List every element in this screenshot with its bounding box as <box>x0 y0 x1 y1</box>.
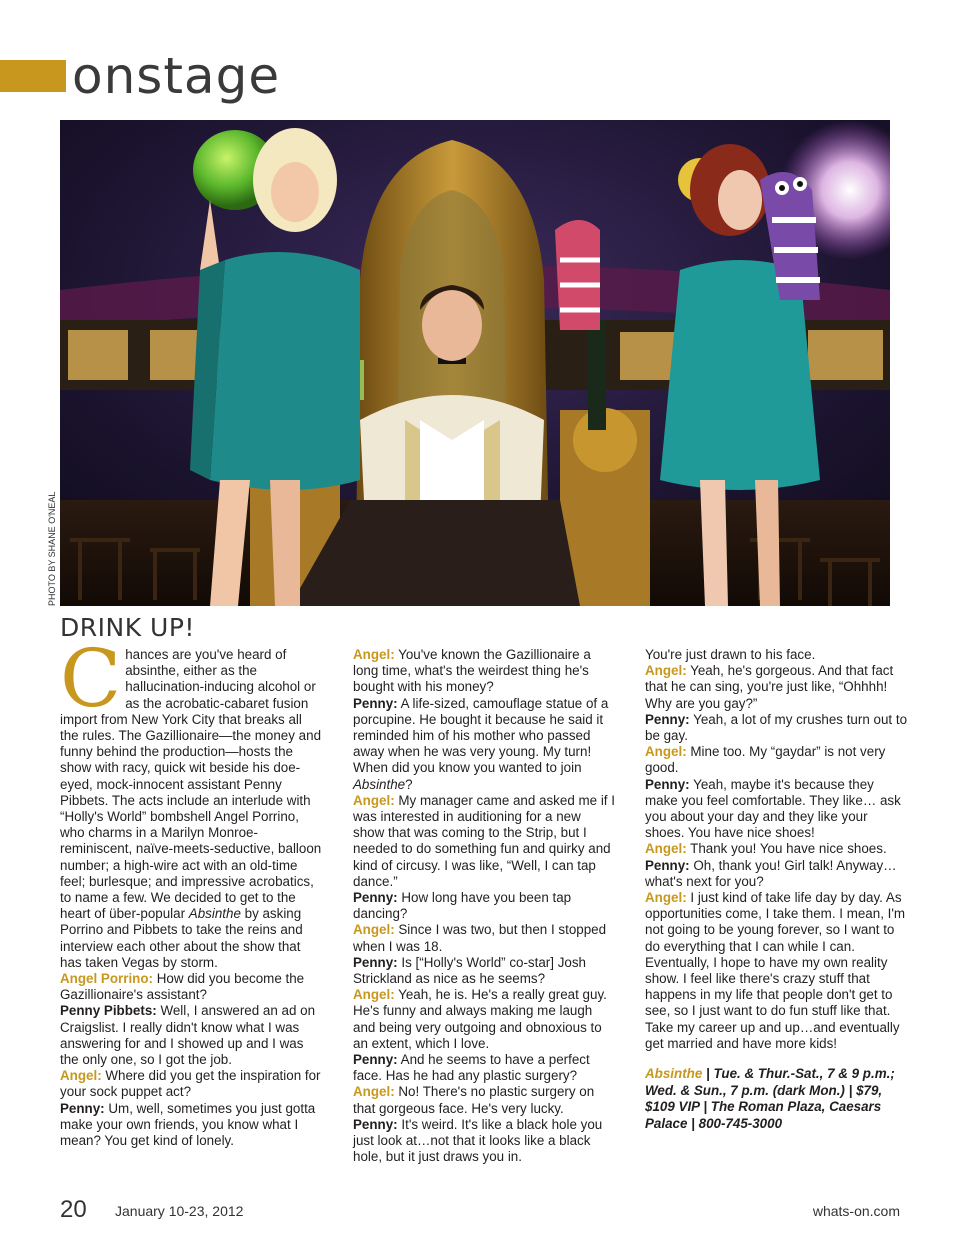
qa-paragraph <box>353 890 615 922</box>
speaker-label: Penny: <box>645 776 690 792</box>
qa-text: Yeah, he's gorgeous. And that fact that he can sing, you're just like, “Ohhhh! Why are you gay?” <box>645 663 894 711</box>
qa-paragraph <box>645 647 907 663</box>
qa-text: Yeah, a lot of my crushes turn out to be gay. <box>645 711 908 744</box>
speaker-label: Angel: <box>645 890 687 906</box>
article-column-3 <box>645 647 907 1132</box>
article-column-2 <box>353 647 615 1166</box>
qa-text: Where did you get the inspiration for your sock puppet act? <box>60 1068 321 1100</box>
qa-text: It's weird. It's like a black hole you just look at…not that it looks like a black hole, but it just draws you in. <box>353 1116 603 1165</box>
intro-text-end: by asking Porrino and Pibbets to take the reins and interview each other about the show that has taken Vegas by storm. <box>60 906 303 970</box>
qa-text: And he seems to have a perfect face. Has he had any plastic surgery? <box>353 1052 590 1084</box>
qa-paragraph <box>60 1003 322 1068</box>
qa-text: Thank you! You have nice shoes. <box>686 841 887 857</box>
page-number: 20 <box>60 1196 87 1223</box>
speaker-label: Angel: <box>353 922 395 938</box>
speaker-label: Penny: <box>353 890 398 906</box>
qa-text: Is [“Holly's World” co-star] Josh Strickland as nice as he seems? <box>353 954 586 987</box>
qa-paragraph <box>353 987 615 1052</box>
drop-cap: C <box>60 632 122 725</box>
article-headline: DRINK UP! <box>60 613 195 642</box>
qa-text: How did you become the Gazillionaire's assistant? <box>60 971 305 1003</box>
speaker-label: Angel: <box>353 647 395 662</box>
intro-show-name: Absinthe <box>188 906 241 922</box>
qa-paragraph <box>353 1117 615 1166</box>
speaker-label: Angel: <box>353 1084 395 1100</box>
speaker-label: Penny: <box>353 1052 398 1068</box>
qa-paragraph <box>353 955 615 987</box>
qa-paragraph <box>645 744 907 776</box>
intro-paragraph <box>60 632 322 971</box>
show-info-details: | Tue. & Thur.-Sat., 7 & 9 p.m.; Wed. & Sun., 7 p.m. (dark Mon.) | $79, $109 VIP | The Roman Plaza, Caesars Palace | 800-745-3000 <box>645 1066 895 1131</box>
section-accent-bar <box>0 60 66 92</box>
show-name: Absinthe <box>353 776 406 792</box>
show-info <box>645 1066 907 1132</box>
qa-text: I just kind of take life day by day. As opportunities come, I take them. I mean, I'm not going to be young forever, so I want to do everything that I can while I can. Eventually, I hope to have my own reality show. I feel like there's crazy stuff that happens in my life that people don't get to see, so I just want to do fun stuff like that. Take my career up and up…and eventually get married and have more kids! <box>645 890 906 1051</box>
qa-paragraph <box>353 922 615 954</box>
speaker-label: Penny: <box>353 1116 398 1132</box>
qa-paragraph <box>60 971 322 1003</box>
issue-date: January 10-23, 2012 <box>115 1203 244 1219</box>
qa-paragraph <box>645 712 907 744</box>
cast-photo <box>60 120 890 606</box>
intro-text: hances are you've heard of absinthe, either as the hallucination-inducing alcohol or as the acrobatic-cabaret fusion import from New York City that breaks all the rules. The Gazillionaire—the money and funny behind the production—hosts the show with racy, quick wit beside his doe-eyed, mock-innocent assistant Penny Pibbets. The acts include an interlude with “Holly's World” bombshell Angel Porrino, who charms in a Marilyn Monroe-reminiscent, naïve-meets-seductive, balloon number; a high-wire act with an old-time feel; burlesque; and impressive acrobatics, to name a few. We decided to get to the heart of über-popular <box>60 647 322 922</box>
qa-paragraph <box>645 890 907 1052</box>
speaker-label: Penny: <box>353 954 398 970</box>
speaker-label: Angel: <box>645 663 687 679</box>
speaker-label: Angel Porrino: <box>60 971 153 987</box>
speaker-label: Angel: <box>353 987 395 1003</box>
qa-paragraph <box>353 793 615 890</box>
qa-text: You're just drawn to his face. <box>645 647 816 662</box>
show-info-title: Absinthe <box>645 1066 703 1082</box>
speaker-label: Angel: <box>645 744 687 760</box>
website-url: whats-on.com <box>812 1203 900 1219</box>
qa-text: Oh, thank you! Girl talk! Anyway… what's next for you? <box>645 857 897 889</box>
speaker-label: Penny: <box>645 711 690 727</box>
article-column-1 <box>60 632 322 1149</box>
qa-text: Mine too. My “gaydar” is not very good. <box>645 744 886 776</box>
speaker-label: Angel: <box>353 792 395 808</box>
qa-text: Yeah, maybe it's because they make you feel comfortable. They like… ask you about your day and they like your shoes. You have nice shoes! <box>645 776 901 841</box>
qa-paragraph <box>60 1101 322 1150</box>
qa-text: Um, well, sometimes you just gotta make your own friends, you know what I mean? You get kind of lonely. <box>60 1100 316 1149</box>
qa-paragraph <box>353 647 615 696</box>
speaker-label: Penny Pibbets: <box>60 1003 157 1019</box>
photo-credit: PHOTO BY SHANE O'NEAL <box>47 491 57 606</box>
qa-paragraph <box>353 696 615 793</box>
qa-paragraph <box>645 777 907 842</box>
qa-text: A life-sized, camouflage statue of a porcupine. He bought it because he said it reminded him of his mother who passed away when he was very young. My turn! When did you know you wanted to join <box>353 695 609 776</box>
speaker-label: Angel: <box>60 1068 102 1084</box>
qa-paragraph <box>353 1052 615 1084</box>
qa-text-end: ? <box>405 776 413 792</box>
qa-paragraph <box>353 1084 615 1116</box>
section-title: onstage <box>72 47 281 105</box>
qa-text: Yeah, he is. He's a really great guy. He's funny and always making me laugh and being very outgoing and obnoxious to an extent, which I love. <box>353 987 607 1051</box>
speaker-label: Penny: <box>60 1100 105 1116</box>
qa-text: My manager came and asked me if I was interested in auditioning for a new show that was coming to the Strip, but I needed to do something fun and quirky and kind of circusy. I was like, “Well, I can tap dance.” <box>353 792 615 889</box>
qa-text: No! There's no plastic surgery on that gorgeous face. He's very lucky. <box>353 1084 595 1116</box>
qa-paragraph <box>645 841 907 857</box>
speaker-label: Angel: <box>645 841 687 857</box>
qa-text: Well, I answered an ad on Craigslist. I really didn't know what I was answering for and I showed up and I was the only one, so I got the job. <box>60 1003 316 1068</box>
qa-text: Since I was two, but then I stopped when I was 18. <box>353 922 607 954</box>
qa-text: You've known the Gazillionaire a long time, what's the weirdest thing he's bought with his money? <box>353 647 591 695</box>
qa-paragraph <box>60 1068 322 1100</box>
qa-paragraph <box>645 858 907 890</box>
speaker-label: Penny: <box>353 695 398 711</box>
qa-paragraph <box>645 663 907 712</box>
speaker-label: Penny: <box>645 857 690 873</box>
qa-text: How long have you been tap dancing? <box>353 890 572 922</box>
